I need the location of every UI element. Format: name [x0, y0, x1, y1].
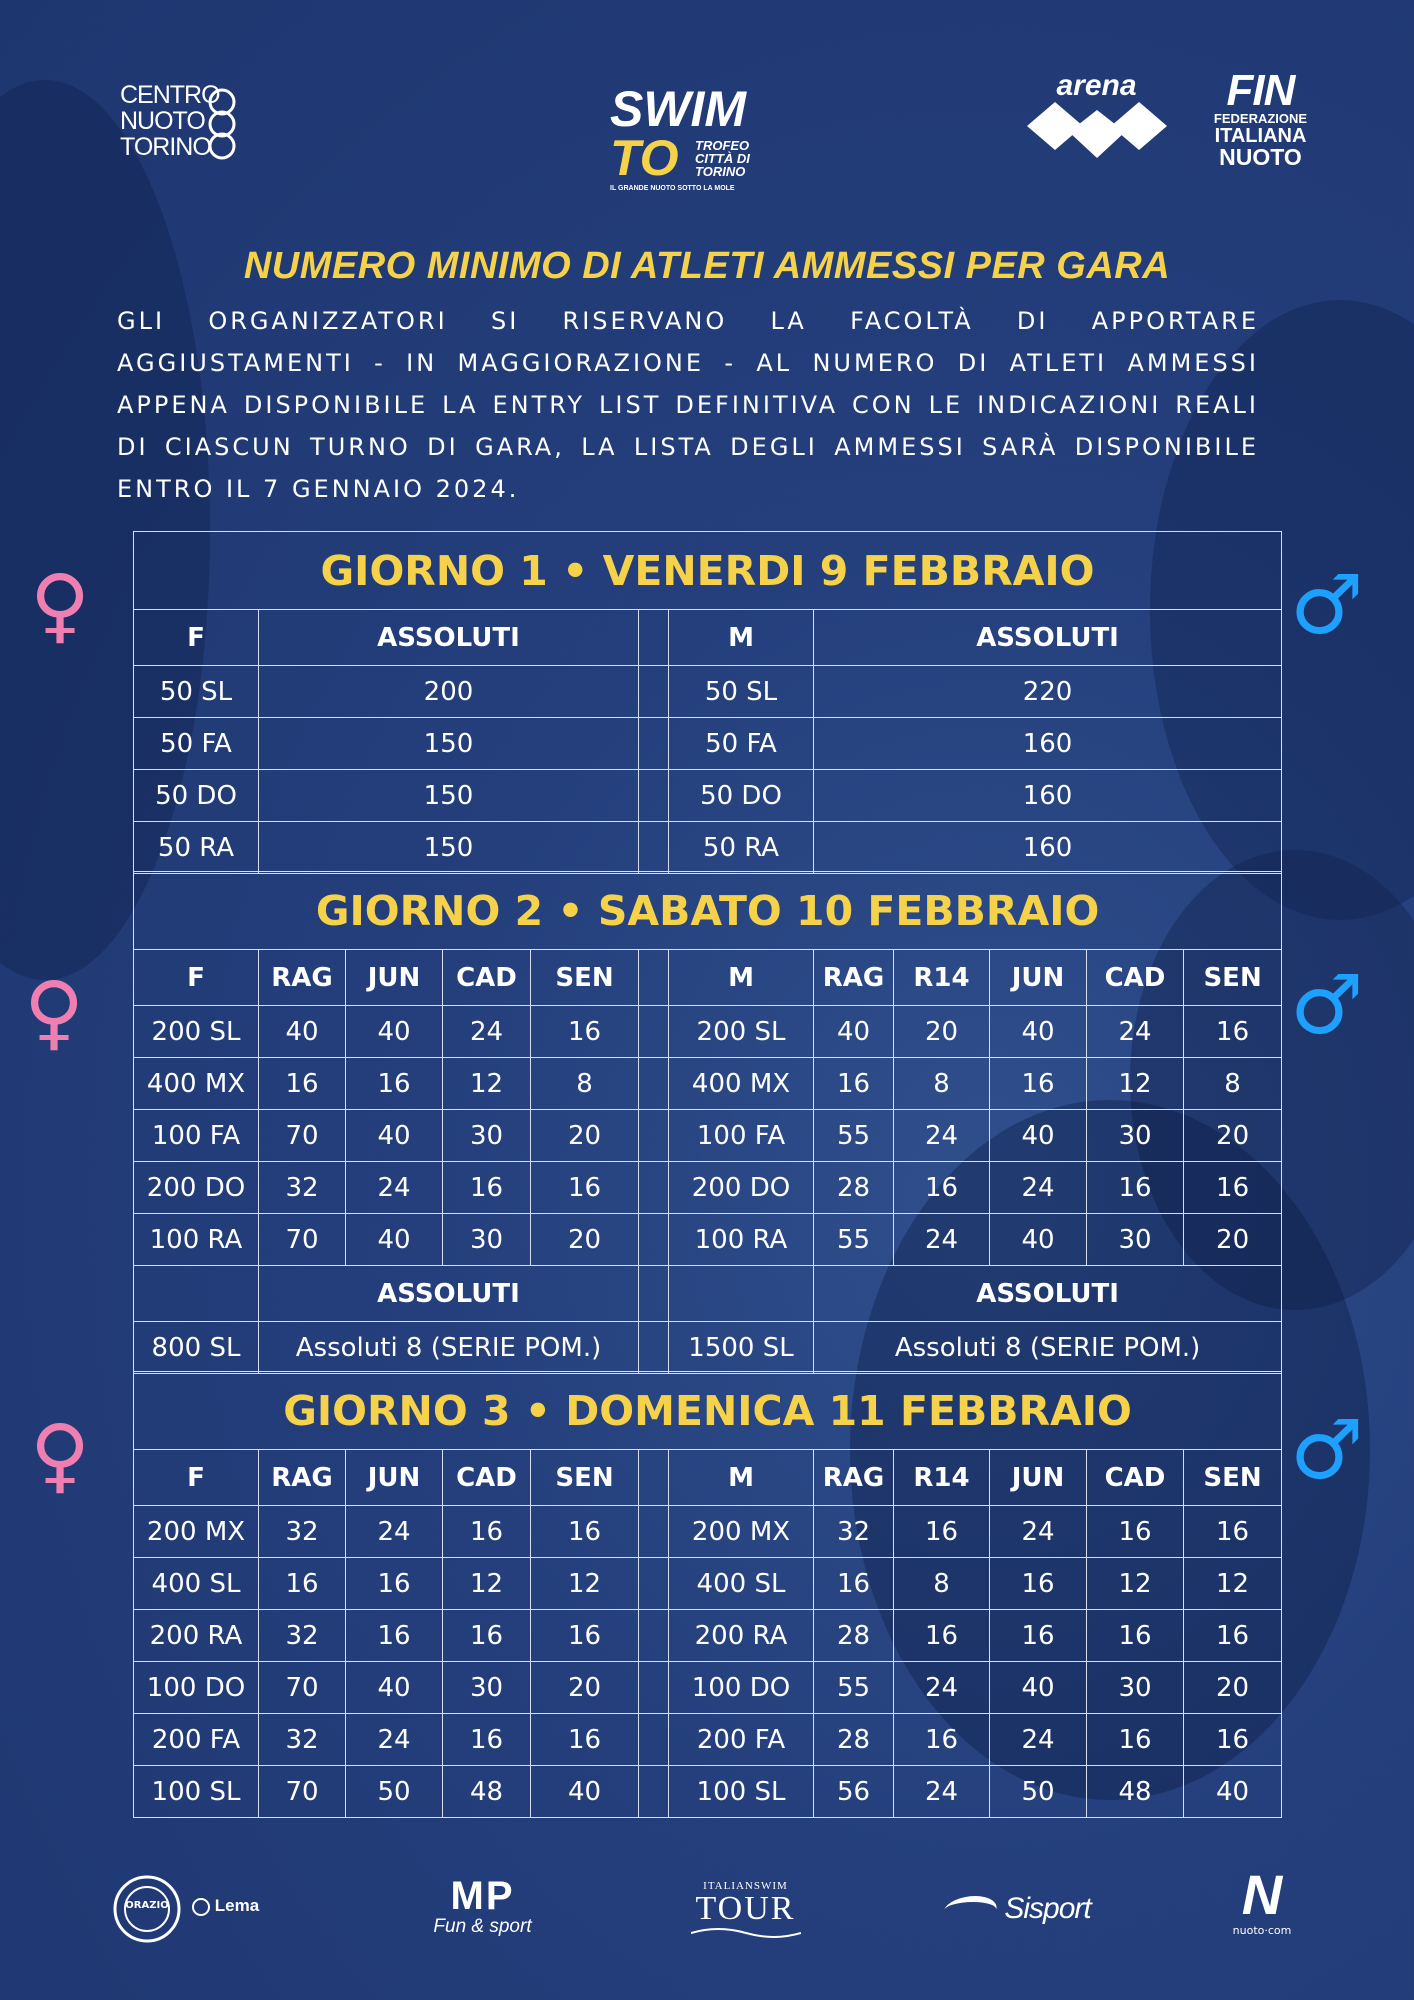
header-assoluti: ASSOLUTI — [259, 1266, 639, 1322]
divider-cell — [639, 1322, 669, 1374]
male-icon: ♂ — [1290, 558, 1364, 653]
value-cell: 32 — [814, 1506, 894, 1558]
event-cell: 800 SL — [134, 1322, 259, 1374]
event-cell: 400 SL — [669, 1558, 814, 1610]
value-cell: 24 — [346, 1162, 443, 1214]
value-cell: 30 — [1087, 1662, 1184, 1714]
fin-logo: FIN FEDERAZIONE ITALIANA NUOTO — [1213, 66, 1308, 170]
value-cell: 40 — [346, 1110, 443, 1162]
day2-table — [133, 871, 1282, 1374]
event-cell: 400 MX — [134, 1058, 259, 1110]
value-cell: 220 — [814, 666, 1282, 718]
value-cell: 16 — [443, 1714, 531, 1766]
table-row — [134, 1610, 1282, 1662]
day3-title: GIORNO 3 • DOMENICA 11 FEBBRAIO — [134, 1372, 1282, 1450]
event-cell: 400 SL — [134, 1558, 259, 1610]
divider-cell — [639, 1558, 669, 1610]
table-row — [134, 1558, 1282, 1610]
divider-cell — [639, 1450, 669, 1506]
sisport-logo: Sisport — [944, 1892, 1091, 1926]
value-cell: 70 — [259, 1662, 346, 1714]
event-cell: 100 RA — [134, 1214, 259, 1266]
divider-cell — [639, 718, 669, 770]
value-cell: 16 — [259, 1558, 346, 1610]
divider-cell — [639, 1610, 669, 1662]
header-category: JUN — [346, 950, 443, 1006]
event-cell: 50 RA — [134, 822, 259, 874]
value-cell: 12 — [1087, 1558, 1184, 1610]
male-icon: ♂ — [1290, 958, 1364, 1053]
value-cell: 30 — [443, 1110, 531, 1162]
value-cell: 16 — [443, 1162, 531, 1214]
lema-logo: Lema — [192, 1896, 259, 1916]
value-cell: 24 — [894, 1662, 990, 1714]
value-cell: 32 — [259, 1714, 346, 1766]
value-cell: 48 — [443, 1766, 531, 1818]
value-cell: 20 — [894, 1006, 990, 1058]
italianswim-tour-logo: ITALIANSWIM TOUR — [688, 1880, 803, 1944]
value-cell: 16 — [531, 1006, 639, 1058]
divider-cell — [639, 1766, 669, 1818]
arena-diamonds-icon — [1027, 102, 1167, 160]
event-cell: 200 DO — [669, 1162, 814, 1214]
value-cell: 150 — [259, 770, 639, 822]
event-cell: 100 DO — [134, 1662, 259, 1714]
header-assoluti: ASSOLUTI — [259, 610, 639, 666]
header-category: CAD — [1087, 950, 1184, 1006]
header-category: JUN — [990, 950, 1087, 1006]
value-cell: 40 — [531, 1766, 639, 1818]
value-cell: 40 — [814, 1006, 894, 1058]
value-cell: 12 — [1087, 1058, 1184, 1110]
table-row — [134, 1006, 1282, 1058]
value-cell: 40 — [1184, 1766, 1282, 1818]
event-cell: 100 SL — [669, 1766, 814, 1818]
value-cell: 150 — [259, 718, 639, 770]
lema-ring-icon — [192, 1898, 210, 1916]
rings-icon — [208, 86, 248, 166]
value-cell: 30 — [1087, 1110, 1184, 1162]
value-cell: 8 — [531, 1058, 639, 1110]
value-cell: 70 — [259, 1110, 346, 1162]
header-assoluti: ASSOLUTI — [814, 610, 1282, 666]
value-cell: 56 — [814, 1766, 894, 1818]
header-m: M — [669, 1450, 814, 1506]
value-cell: 20 — [1184, 1214, 1282, 1266]
value-cell: 16 — [346, 1610, 443, 1662]
divider-cell — [639, 1506, 669, 1558]
value-cell: 30 — [443, 1214, 531, 1266]
event-cell: 200 DO — [134, 1162, 259, 1214]
divider-cell — [639, 1214, 669, 1266]
value-cell: 30 — [443, 1662, 531, 1714]
divider-cell — [639, 1110, 669, 1162]
table-row — [134, 1110, 1282, 1162]
centro-nuoto-torino-logo: CENTRO NUOTO TORINO — [120, 82, 250, 172]
value-cell: 16 — [531, 1162, 639, 1214]
event-cell: 200 SL — [669, 1006, 814, 1058]
empty-cell — [134, 1266, 259, 1322]
divider-cell — [639, 610, 669, 666]
value-cell: 16 — [443, 1610, 531, 1662]
value-cell: 20 — [531, 1662, 639, 1714]
mp-fun-sport-logo: MP Fun & sport — [433, 1874, 532, 1937]
value-cell: 28 — [814, 1162, 894, 1214]
value-cell: 32 — [259, 1506, 346, 1558]
female-icon: ♀ — [24, 965, 85, 1060]
female-icon: ♀ — [30, 558, 91, 653]
value-cell: 24 — [443, 1006, 531, 1058]
value-cell: 28 — [814, 1714, 894, 1766]
value-cell: 16 — [1184, 1162, 1282, 1214]
event-cell: 50 FA — [134, 718, 259, 770]
event-cell: 100 DO — [669, 1662, 814, 1714]
header-category: RAG — [259, 1450, 346, 1506]
wave-icon — [691, 1927, 801, 1939]
event-cell: 50 RA — [669, 822, 814, 874]
value-cell: 40 — [259, 1006, 346, 1058]
value-cell: 160 — [814, 770, 1282, 822]
table-row — [134, 1766, 1282, 1818]
table-row — [134, 1506, 1282, 1558]
event-cell: 100 FA — [669, 1110, 814, 1162]
male-icon: ♂ — [1290, 1403, 1364, 1498]
event-cell: 50 FA — [669, 718, 814, 770]
header-m: M — [669, 950, 814, 1006]
table-row — [134, 1714, 1282, 1766]
value-cell: 55 — [814, 1110, 894, 1162]
value-cell: 16 — [894, 1610, 990, 1662]
value-cell: 12 — [1184, 1558, 1282, 1610]
value-cell: 24 — [990, 1714, 1087, 1766]
value-cell: 20 — [531, 1110, 639, 1162]
value-cell: Assoluti 8 (SERIE POM.) — [814, 1322, 1282, 1374]
value-cell: 24 — [1087, 1006, 1184, 1058]
divider-cell — [639, 1266, 669, 1322]
value-cell: 30 — [1087, 1214, 1184, 1266]
event-cell: 400 MX — [669, 1058, 814, 1110]
value-cell: 16 — [1087, 1162, 1184, 1214]
divider-cell — [639, 1006, 669, 1058]
value-cell: 70 — [259, 1766, 346, 1818]
value-cell: 40 — [346, 1214, 443, 1266]
empty-cell — [669, 1266, 814, 1322]
value-cell: 40 — [346, 1006, 443, 1058]
header-category: CAD — [443, 950, 531, 1006]
value-cell: 40 — [990, 1662, 1087, 1714]
value-cell: 16 — [814, 1058, 894, 1110]
event-cell: 200 SL — [134, 1006, 259, 1058]
header-category: JUN — [346, 1450, 443, 1506]
divider-cell — [639, 1662, 669, 1714]
value-cell: 160 — [814, 822, 1282, 874]
sisport-swoosh-icon — [939, 1896, 1001, 1924]
header-m: M — [669, 610, 814, 666]
value-cell: 32 — [259, 1162, 346, 1214]
value-cell: 8 — [1184, 1058, 1282, 1110]
value-cell: 24 — [346, 1714, 443, 1766]
day1-title: GIORNO 1 • VENERDI 9 FEBBRAIO — [134, 532, 1282, 610]
event-cell: 1500 SL — [669, 1322, 814, 1374]
header-f: F — [134, 950, 259, 1006]
divider-cell — [639, 1058, 669, 1110]
header-category: SEN — [1184, 1450, 1282, 1506]
day1-table — [133, 531, 1282, 874]
value-cell: 16 — [443, 1506, 531, 1558]
header-assoluti: ASSOLUTI — [814, 1266, 1282, 1322]
day2-title: GIORNO 2 • SABATO 10 FEBBRAIO — [134, 872, 1282, 950]
value-cell: 24 — [346, 1506, 443, 1558]
value-cell: 12 — [443, 1558, 531, 1610]
value-cell: 50 — [990, 1766, 1087, 1818]
value-cell: 8 — [894, 1058, 990, 1110]
value-cell: 8 — [894, 1558, 990, 1610]
header-category: RAG — [259, 950, 346, 1006]
header-category: SEN — [1184, 950, 1282, 1006]
value-cell: 160 — [814, 718, 1282, 770]
value-cell: 16 — [531, 1714, 639, 1766]
value-cell: 40 — [990, 1110, 1087, 1162]
event-cell: 50 SL — [669, 666, 814, 718]
value-cell: Assoluti 8 (SERIE POM.) — [259, 1322, 639, 1374]
value-cell: 16 — [346, 1558, 443, 1610]
header-f: F — [134, 1450, 259, 1506]
value-cell: 55 — [814, 1662, 894, 1714]
value-cell: 16 — [894, 1714, 990, 1766]
value-cell: 16 — [531, 1610, 639, 1662]
value-cell: 16 — [1087, 1610, 1184, 1662]
value-cell: 20 — [531, 1214, 639, 1266]
header-category: R14 — [894, 1450, 990, 1506]
header-category: RAG — [814, 950, 894, 1006]
divider-cell — [639, 950, 669, 1006]
value-cell: 50 — [346, 1766, 443, 1818]
header-category: RAG — [814, 1450, 894, 1506]
day2-rows — [134, 1006, 1282, 1266]
orazio-logo: ORAZIO — [112, 1874, 182, 1944]
intro-paragraph: GLI ORGANIZZATORI SI RISERVANO LA FACOLTÀ DI APPORTARE AGGIUSTAMENTI - IN MAGGIORAZIONE - AL NUMERO DI ATLETI AMMESSI APPENA DISPONIBILE LA ENTRY LIST DEFINITIVA CON LE INDICAZIONI REALI DI CIASCUN TURNO DI GARA, LA LISTA DEGLI AMMESSI SARÀ DISPONIBILE ENTRO IL 7 GENNAIO 2024. — [117, 307, 1259, 503]
value-cell: 16 — [531, 1506, 639, 1558]
header-category: CAD — [443, 1450, 531, 1506]
value-cell: 24 — [894, 1766, 990, 1818]
value-cell: 32 — [259, 1610, 346, 1662]
header-category: JUN — [990, 1450, 1087, 1506]
event-cell: 50 DO — [669, 770, 814, 822]
page-title: NUMERO MINIMO DI ATLETI AMMESSI PER GARA — [243, 245, 1171, 287]
value-cell: 55 — [814, 1214, 894, 1266]
event-cell: 200 RA — [669, 1610, 814, 1662]
value-cell: 16 — [814, 1558, 894, 1610]
divider-cell — [639, 1714, 669, 1766]
value-cell: 16 — [1087, 1714, 1184, 1766]
header-f: F — [134, 610, 259, 666]
event-cell: 100 FA — [134, 1110, 259, 1162]
value-cell: 24 — [894, 1214, 990, 1266]
event-cell: 100 RA — [669, 1214, 814, 1266]
value-cell: 24 — [990, 1162, 1087, 1214]
value-cell: 16 — [1184, 1006, 1282, 1058]
value-cell: 40 — [990, 1006, 1087, 1058]
header-category: R14 — [894, 950, 990, 1006]
header-category: CAD — [1087, 1450, 1184, 1506]
divider-cell — [639, 1162, 669, 1214]
value-cell: 12 — [443, 1058, 531, 1110]
event-cell: 200 MX — [669, 1506, 814, 1558]
value-cell: 40 — [990, 1214, 1087, 1266]
arena-logo: arena — [1024, 70, 1169, 165]
nuoto-com-logo: N nuoto·com — [1232, 1863, 1292, 1937]
value-cell: 40 — [346, 1662, 443, 1714]
event-cell: 100 SL — [134, 1766, 259, 1818]
value-cell: 16 — [1087, 1506, 1184, 1558]
header-category: SEN — [531, 1450, 639, 1506]
divider-cell — [639, 666, 669, 718]
value-cell: 16 — [990, 1058, 1087, 1110]
event-cell: 200 MX — [134, 1506, 259, 1558]
value-cell: 16 — [990, 1610, 1087, 1662]
value-cell: 150 — [259, 822, 639, 874]
event-cell: 50 DO — [134, 770, 259, 822]
value-cell: 200 — [259, 666, 639, 718]
value-cell: 70 — [259, 1214, 346, 1266]
value-cell: 48 — [1087, 1766, 1184, 1818]
event-cell: 200 FA — [134, 1714, 259, 1766]
value-cell: 24 — [894, 1110, 990, 1162]
value-cell: 16 — [894, 1162, 990, 1214]
value-cell: 16 — [990, 1558, 1087, 1610]
table-row — [134, 1162, 1282, 1214]
value-cell: 20 — [1184, 1662, 1282, 1714]
value-cell: 16 — [346, 1058, 443, 1110]
event-cell: 200 RA — [134, 1610, 259, 1662]
day3-rows — [134, 1506, 1282, 1818]
value-cell: 20 — [1184, 1110, 1282, 1162]
value-cell: 16 — [894, 1506, 990, 1558]
swim-to-logo: SWIM TO TROFEO CITTÀ DI TORINO IL GRANDE NUOTO SOTTO LA MOLE — [610, 81, 750, 192]
female-icon: ♀ — [30, 1408, 91, 1503]
value-cell: 16 — [1184, 1506, 1282, 1558]
table-row — [134, 1214, 1282, 1266]
value-cell: 16 — [259, 1058, 346, 1110]
header-category: SEN — [531, 950, 639, 1006]
event-cell: 200 FA — [669, 1714, 814, 1766]
value-cell: 24 — [990, 1506, 1087, 1558]
event-cell: 50 SL — [134, 666, 259, 718]
value-cell: 16 — [1184, 1610, 1282, 1662]
table-row — [134, 1058, 1282, 1110]
value-cell: 28 — [814, 1610, 894, 1662]
day3-table — [133, 1371, 1282, 1818]
value-cell: 12 — [531, 1558, 639, 1610]
divider-cell — [639, 822, 669, 874]
value-cell: 16 — [1184, 1714, 1282, 1766]
divider-cell — [639, 770, 669, 822]
table-row — [134, 1662, 1282, 1714]
